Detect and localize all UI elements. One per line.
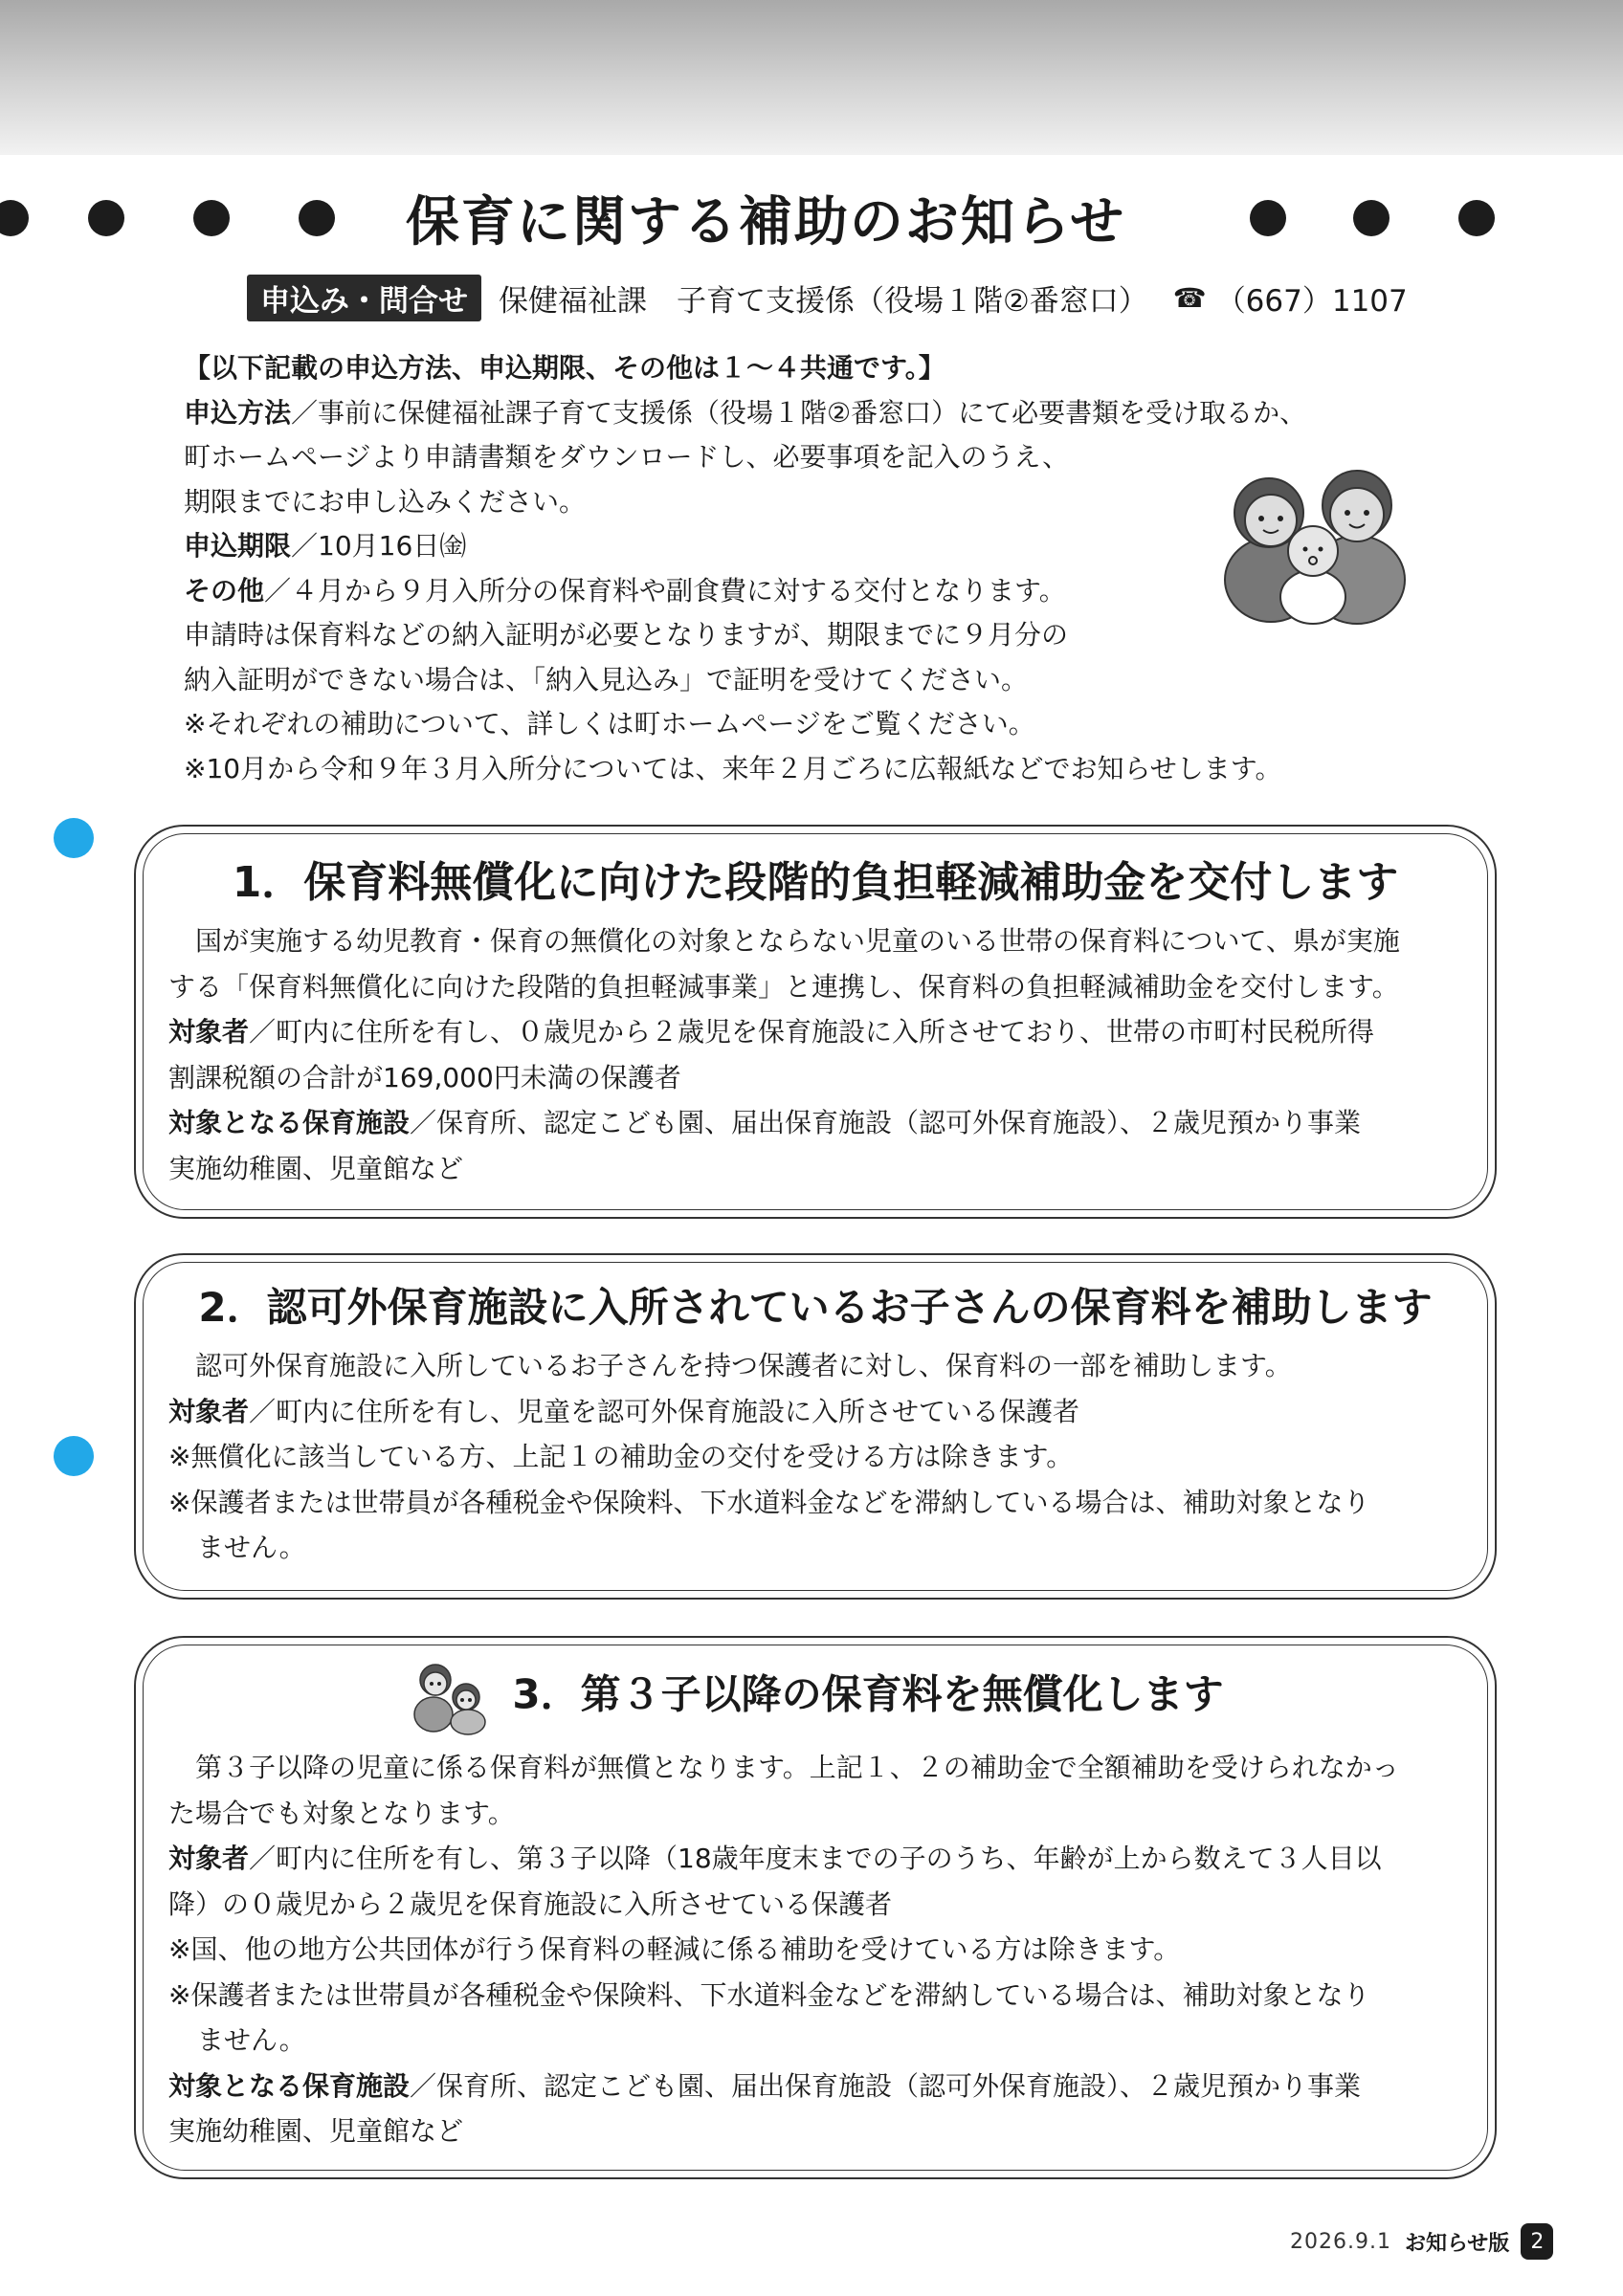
edition-label: お知らせ版 xyxy=(1404,2231,1510,2256)
common-note: ※10月から令和９年３月入所分については、来年２月ごろに広報紙などでお知らせします。 xyxy=(184,752,1282,784)
contact-line xyxy=(247,276,1408,320)
section-3-note: ※国、他の地方公共団体が行う保育料の軽減に係る補助を受けている方は除きます。 xyxy=(168,1933,1181,1965)
method-line: 期限までにお申し込みください。 xyxy=(184,485,587,518)
section-3-target: 降）の０歳児から２歳児を保育施設に入所させている保護者 xyxy=(168,1888,893,1920)
paragraph-text: 第３子以降の児童に係る保育料が無償となります。上記１、２の補助金で全額補助を受けられなかっ xyxy=(195,1752,1399,1783)
issue-date: 2026.9.1 xyxy=(1290,2229,1391,2254)
section-2-target xyxy=(168,1389,1462,1435)
title-dot xyxy=(193,200,230,236)
telephone-icon: ☎ xyxy=(1172,281,1207,314)
section-1-body xyxy=(168,918,1462,1191)
page-footer xyxy=(1290,2221,1553,2262)
section-1-paragraph: する「保育料無償化に向けた段階的負担軽減事業」と連携し、保育料の負担軽減補助金を交付します。 xyxy=(168,970,1399,1003)
contact-department: 保健福祉課 子育て支援係（役場１階②番窓口） xyxy=(499,283,1148,319)
target-text: ／町内に住所を有し、第３子以降（18歳年度末までの子のうち、年齢が上から数えて３人目以 xyxy=(249,1843,1382,1874)
facility-text: ／保育所、認定こども園、届出保育施設（認可外保育施設）、２歳児預かり事業 xyxy=(410,1107,1362,1138)
section-3-box xyxy=(134,1636,1497,2179)
section-3-facility: 実施幼稚園、児童館など xyxy=(168,2115,464,2147)
section-1-paragraph xyxy=(168,918,1462,964)
deadline-term: 申込期限 xyxy=(184,530,292,562)
target-text: ／町内に住所を有し、児童を認可外保育施設に入所させている保護者 xyxy=(249,1395,1080,1427)
paragraph-text: 国が実施する幼児教育・保育の無償化の対象とならない児童のいる世帯の保育料について、県が実施 xyxy=(195,925,1400,957)
title-dot xyxy=(1353,200,1390,236)
section-2-title: 2．認可外保育施設に入所されているお子さんの保育料を補助します xyxy=(198,1284,1433,1331)
common-note: ※それぞれの補助について、詳しくは町ホームページをご覧ください。 xyxy=(184,708,1035,740)
header-gradient-band xyxy=(0,0,1623,155)
title-dot xyxy=(1250,200,1286,236)
method-line xyxy=(184,391,1428,436)
title-dot xyxy=(1458,200,1495,236)
section-1-title: 1．保育料無償化に向けた段階的負担軽減補助金を交付します xyxy=(232,858,1399,907)
section-3-heading xyxy=(168,1659,1462,1735)
section-2-box xyxy=(134,1253,1497,1600)
contact-tel: （667）1107 xyxy=(1215,283,1408,319)
paragraph-text: 認可外保育施設に入所しているお子さんを持つ保護者に対し、保育料の一部を補助します。 xyxy=(195,1350,1292,1381)
section-2-note: ません。 xyxy=(197,1532,306,1563)
section-3-facility xyxy=(168,2064,1462,2109)
section-3-body xyxy=(168,1745,1462,2154)
method-text: ／事前に保健福祉課子育て支援係（役場１階②番窓口）にて必要書類を受け取るか、 xyxy=(291,396,1307,429)
section-2-inner xyxy=(143,1262,1488,1591)
contact-tag: 申込み・問合せ xyxy=(247,275,481,321)
section-2-paragraph xyxy=(168,1343,1462,1389)
section-1-facility xyxy=(168,1100,1462,1146)
section-1-target: 割課税額の合計が169,000円未満の保護者 xyxy=(168,1061,681,1093)
section-3-paragraph: た場合でも対象となります。 xyxy=(168,1797,515,1829)
target-text: ／町内に住所を有し、０歳児から２歳児を保育施設に入所させており、世帯の市町村民税所得 xyxy=(249,1016,1375,1048)
family-illustration xyxy=(1213,457,1414,628)
other-line: 申請時は保育料などの納入証明が必要となりますが、期限までに９月分の xyxy=(184,619,1069,651)
side-marker-dot xyxy=(54,818,94,858)
section-3-paragraph xyxy=(168,1745,1462,1791)
section-2-note: ※保護者または世帯員が各種税金や保険料、下水道料金などを滞納している場合は、補助対象となり xyxy=(168,1486,1370,1518)
title-dot xyxy=(0,200,29,236)
section-1-inner xyxy=(143,833,1488,1210)
section-3-target xyxy=(168,1836,1462,1882)
facility-term: 対象となる保育施設 xyxy=(168,1107,411,1138)
common-lead: 【以下記載の申込方法、申込期限、その他は１～４共通です。】 xyxy=(184,352,945,384)
target-term: 対象者 xyxy=(168,1016,250,1048)
page-title: 保育に関する補助のお知らせ xyxy=(405,191,1126,254)
target-term: 対象者 xyxy=(168,1395,250,1427)
section-1-box xyxy=(134,825,1497,1219)
section-3-note: ません。 xyxy=(197,2024,306,2056)
children-illustration xyxy=(407,1659,491,1735)
target-term: 対象者 xyxy=(168,1843,250,1874)
section-2-note: ※無償化に該当している方、上記１の補助金の交付を受ける方は除きます。 xyxy=(168,1441,1074,1472)
facility-term: 対象となる保育施設 xyxy=(168,2069,411,2102)
facility-text: ／保育所、認定こども園、届出保育施設（認可外保育施設）、２歳児預かり事業 xyxy=(410,2069,1362,2102)
section-2-body xyxy=(168,1343,1462,1571)
method-term: 申込方法 xyxy=(184,396,292,429)
section-1-facility: 実施幼稚園、児童館など xyxy=(168,1152,464,1184)
other-term: その他 xyxy=(184,574,265,607)
page-number: 2 xyxy=(1521,2223,1553,2260)
section-1-target xyxy=(168,1009,1462,1055)
other-line: 納入証明ができない場合は、「納入見込み」で証明を受けてください。 xyxy=(184,663,1029,695)
section-3-note: ※保護者または世帯員が各種税金や保険料、下水道料金などを滞納している場合は、補助対象となり xyxy=(168,1978,1370,2011)
deadline-text: ／10月16日㈮ xyxy=(291,530,467,562)
title-dot xyxy=(88,200,124,236)
section-3-title: 3．第３子以降の保育料を無償化します xyxy=(512,1670,1224,1718)
method-line: 町ホームページより申請書類をダウンロードし、必要事項を記入のうえ、 xyxy=(184,441,1070,473)
other-text: ／４月から９月入所分の保育料や副食費に対する交付となります。 xyxy=(264,574,1066,607)
side-marker-dot xyxy=(54,1436,94,1476)
section-3-inner xyxy=(143,1645,1488,2171)
